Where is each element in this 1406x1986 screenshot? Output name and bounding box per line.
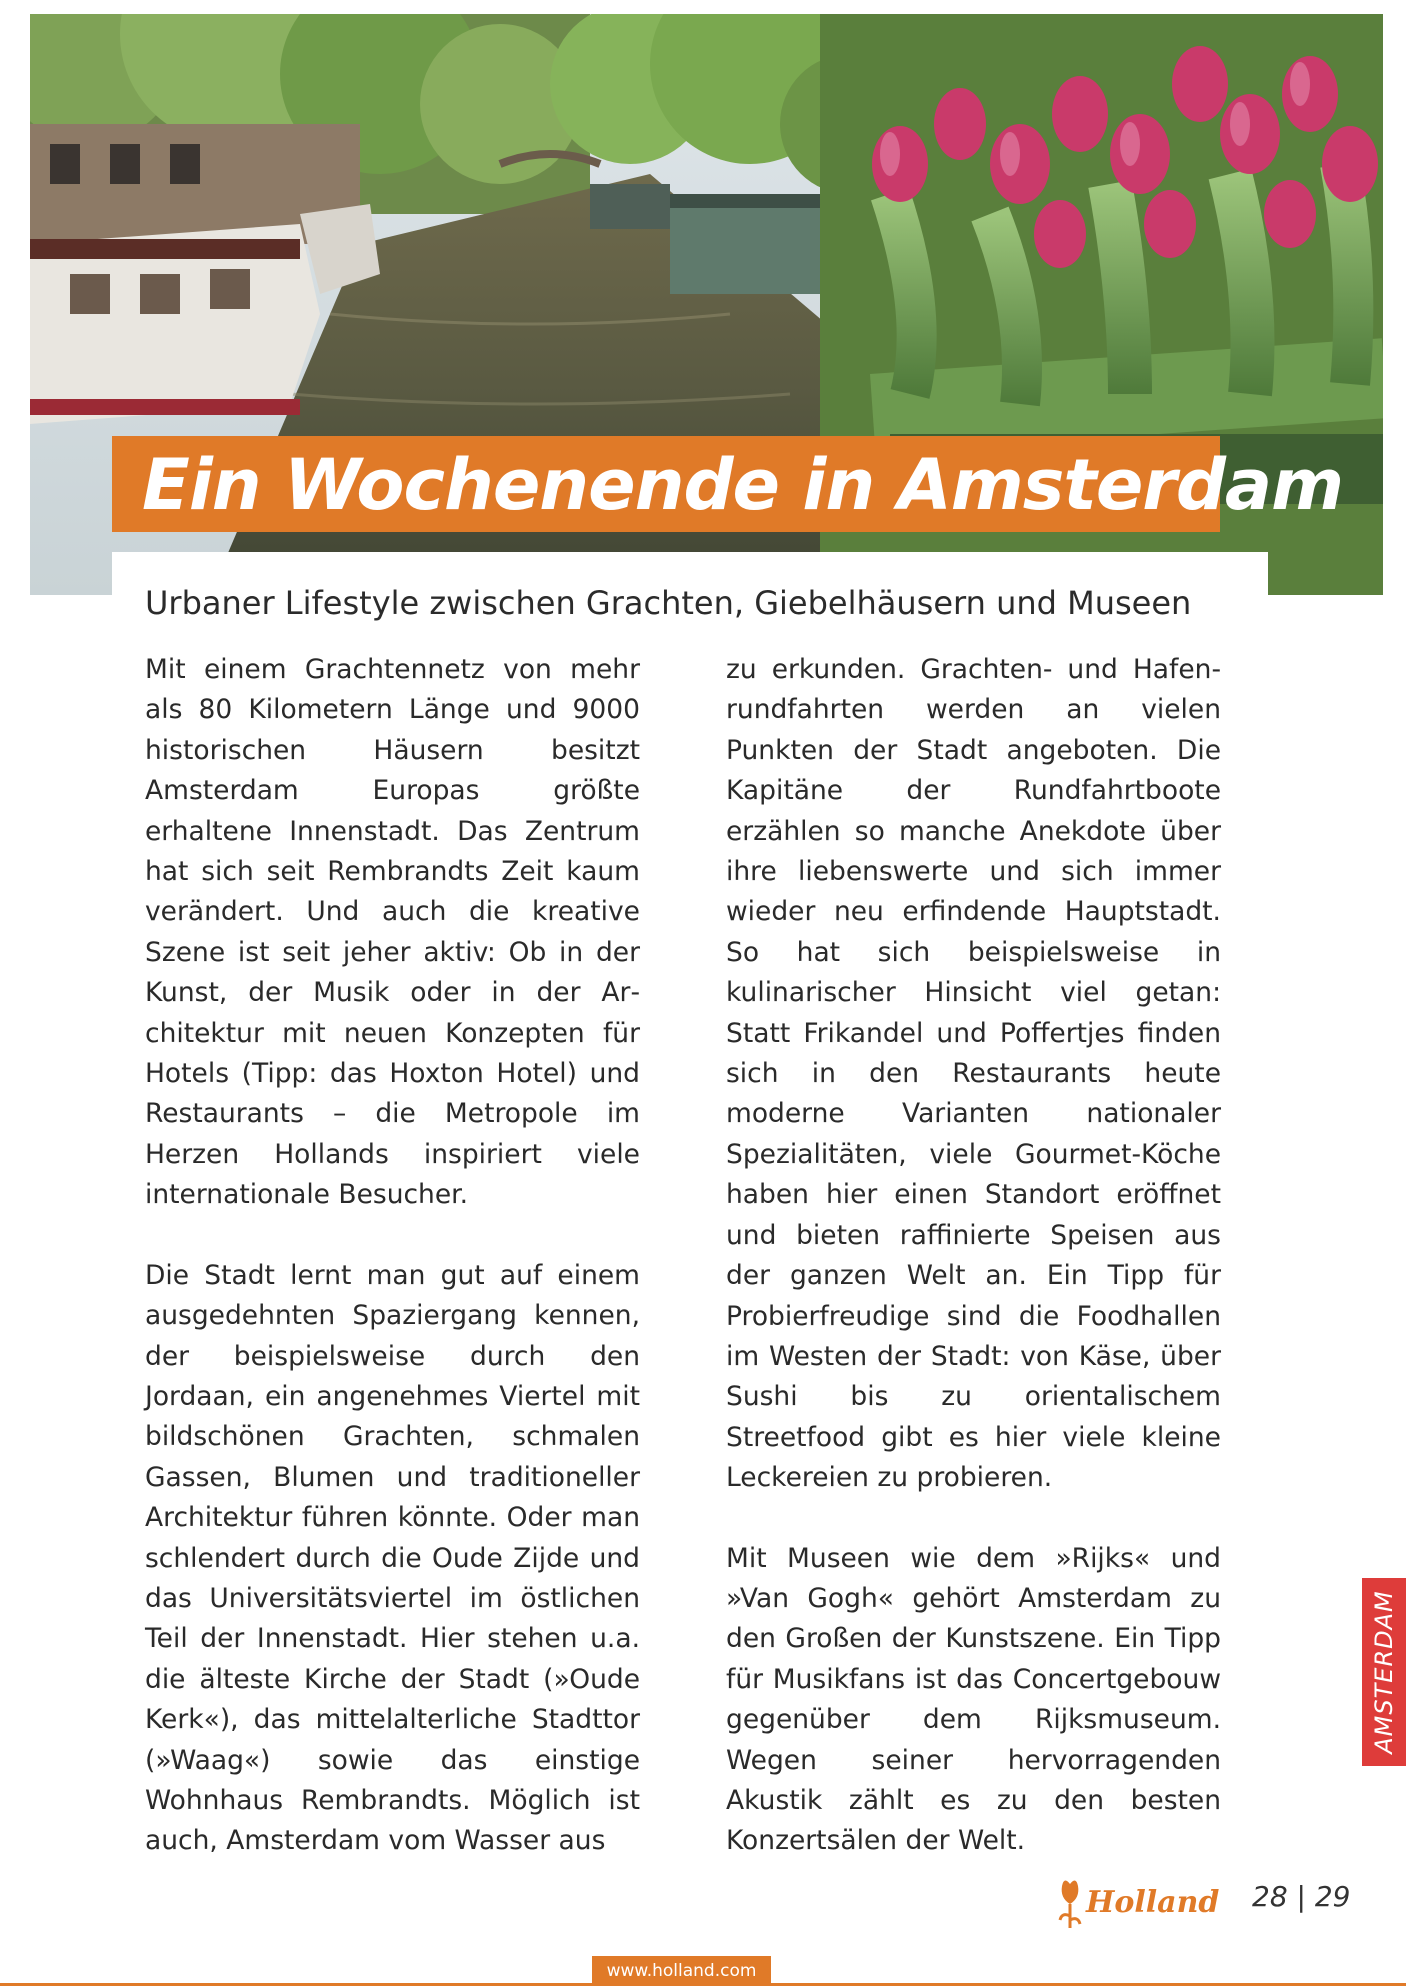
title-band bbox=[112, 436, 1344, 532]
holland-logo bbox=[1056, 1876, 1226, 1932]
side-tab-label: AMSTERDAM bbox=[1370, 1590, 1398, 1754]
tulip-icon bbox=[1062, 1880, 1079, 1904]
website-link[interactable]: www.holland.com bbox=[592, 1956, 771, 1986]
paragraph: Die Stadt lernt man gut auf einem ausgedehnten Spaziergang kennen, der beispielsweise durch den Jordaan, ein angenehmes Viertel mit bildschönen Grachten, schmalen Gassen, Blumen und traditioneller Architektur führen könnte. Oder man schlendert durch die Oude Zijde und das Universitätsviertel im östlichen Teil der Innenstadt. Hier stehen u.a. die älteste Kirche der Stadt (»Oude Kerk«), das mittelalterliche Stadttor (»Waag«) sowie das einstige Wohnhaus Rembrandts. Möglich ist auch, Amsterdam vom Wasser aus bbox=[145, 1259, 640, 1857]
article-subtitle: Urbaner Lifestyle zwischen Grachten, Giebelhäusern und Museen bbox=[145, 584, 1192, 622]
page-numbers: 28 | 29 bbox=[1252, 1880, 1351, 1913]
text-column-left bbox=[145, 650, 640, 1902]
paragraph: zu erkunden. Grachten- und Hafenrundfahrten werden an vielen Punkten der Stadt angeboten. Die Kapitäne der Rundfahrtboote erzählen so manche Anekdote über ihre liebenswerte und sich immer wieder neu erfindende Hauptstadt. So hat sich beispielsweise in kulinarischer Hinsicht viel getan: Statt Frikandel und Poffertjes finden sich in den Restaurants heute moderne Varianten nationaler Spezialitäten, viele Gourmet-Köche haben hier einen Standort eröffnet und bieten raffinierte Speisen aus der ganzen Welt an. Ein Tipp für Probierfreudige sind die Foodhallen im Westen der Stadt: von Käse, über Sushi bis zu orientalischem Streetfood gibt es hier viele kleine Leckereien zu probieren. bbox=[726, 654, 1221, 1494]
paragraph: Mit Museen wie dem »Rijks« und »Van Gogh« gehört Amsterdam zu den Großen der Kunstszene. Ein Tipp für Musikfans ist das Concertgebouw gegenüber dem Rijksmuseum. Wegen seiner hervorragenden Akustik zählt es zu den besten Konzertsälen der Welt. bbox=[726, 1542, 1221, 1857]
section-side-tab bbox=[1362, 1578, 1406, 1766]
logo-wordmark: Holland bbox=[1086, 1885, 1220, 1920]
paragraph: Mit einem Grachtennetz von mehr als 80 Kilometern Länge und 9000 historischen Häusern besitzt Amsterdam Europas größte erhaltene Innenstadt. Das Zentrum hat sich seit Rembrandts Zeit kaum verändert. Und auch die kreative Szene ist seit jeher aktiv: Ob in der Kunst, der Musik oder in der Architektur mit neuen Konzepten für Hotels (Tipp: das Hoxton Hotel) und Restaurants – die Metropole im Herzen Hollands inspiriert viele internationale Besucher. bbox=[145, 654, 640, 1211]
text-column-right bbox=[726, 650, 1221, 1902]
article-title: Ein Wochenende in Amsterdam bbox=[142, 444, 1344, 526]
